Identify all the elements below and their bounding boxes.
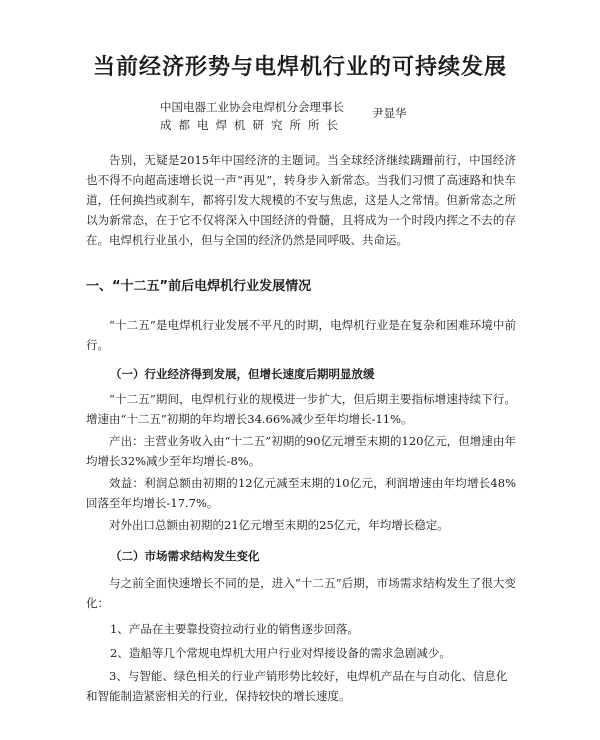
list-item: 1、产品在主要靠投资拉动行业的销售逐步回落。: [110, 622, 359, 636]
intro-paragraph: 告别，无疑是2015年中国经济的主题词。当全球经济继续蹒跚前行，中国经济也不得不向超高速增长说一声“再见”，转身步入新常态。当我们习惯了高速路和快车道，任何换挡或刹车，都将引发大规模的不安与焦虑，这是人之常情。但新常态之所以为新常态，在于它不仅将深入中国经济的骨髓，且将成为一个时段内挥之不去的存在。电焊机行业虽小，但与全国的经济仍然是同呼吸、共命运。: [86, 153, 516, 247]
subsection-1-paragraph-3: 效益：利润总额由初期的12亿元减至末期的10亿元，利润增速由年均增长48%回落至年均增长-17.7%。: [86, 476, 516, 510]
subsection-2-paragraph-1: 与之前全面快速增长不同的是，进入“十二五”后期，市场需求结构发生了很大变化：: [86, 576, 516, 610]
section-1-heading: 一、“十二五”前后电焊机行业发展情况: [86, 279, 312, 294]
author-block: [160, 98, 460, 134]
subsection-2-heading: （二）市场需求结构发生变化: [110, 549, 260, 563]
author-affiliation-2: 成都电焊机研究所所长: [160, 118, 345, 132]
section-1-paragraph: “十二五”是电焊机行业发展不平凡的时期，电焊机行业是在复杂和困难环境中前行。: [86, 318, 516, 352]
list-item: 2、造船等几个常规电焊机大用户行业对焊接设备的需求急剧减少。: [110, 646, 451, 660]
article-title: 当前经济形势与电焊机行业的可持续发展: [92, 55, 507, 80]
list-item: 3、与智能、绿色相关的行业产销形势比较好，电焊机产品在与自动化、信息化和智能制造紧密相关的行业，保持较快的增长速度。: [86, 669, 508, 703]
subsection-1-paragraph-2: 产出：主营业务收入由“十二五”初期的90亿元增至末期的120亿元，但增速由年均增长32%减少至年均增长-8%。: [86, 434, 516, 468]
subsection-1-heading: （一）行业经济得到发展，但增长速度后期明显放缓: [110, 367, 375, 381]
author-name: 尹显华: [372, 106, 407, 120]
subsection-1-paragraph-4: 对外出口总额由初期的21亿元增至末期的25亿元，年均增长稳定。: [109, 518, 449, 532]
subsection-1-paragraph-1: “十二五”期间，电焊机行业的规模进一步扩大，但后期主要指标增速持续下行。增速由“十二五”初期的年均增长34.66%减少至年均增长-11%。: [86, 392, 516, 426]
author-affiliation-1: 中国电器工业协会电焊机分会理事长: [160, 100, 344, 114]
